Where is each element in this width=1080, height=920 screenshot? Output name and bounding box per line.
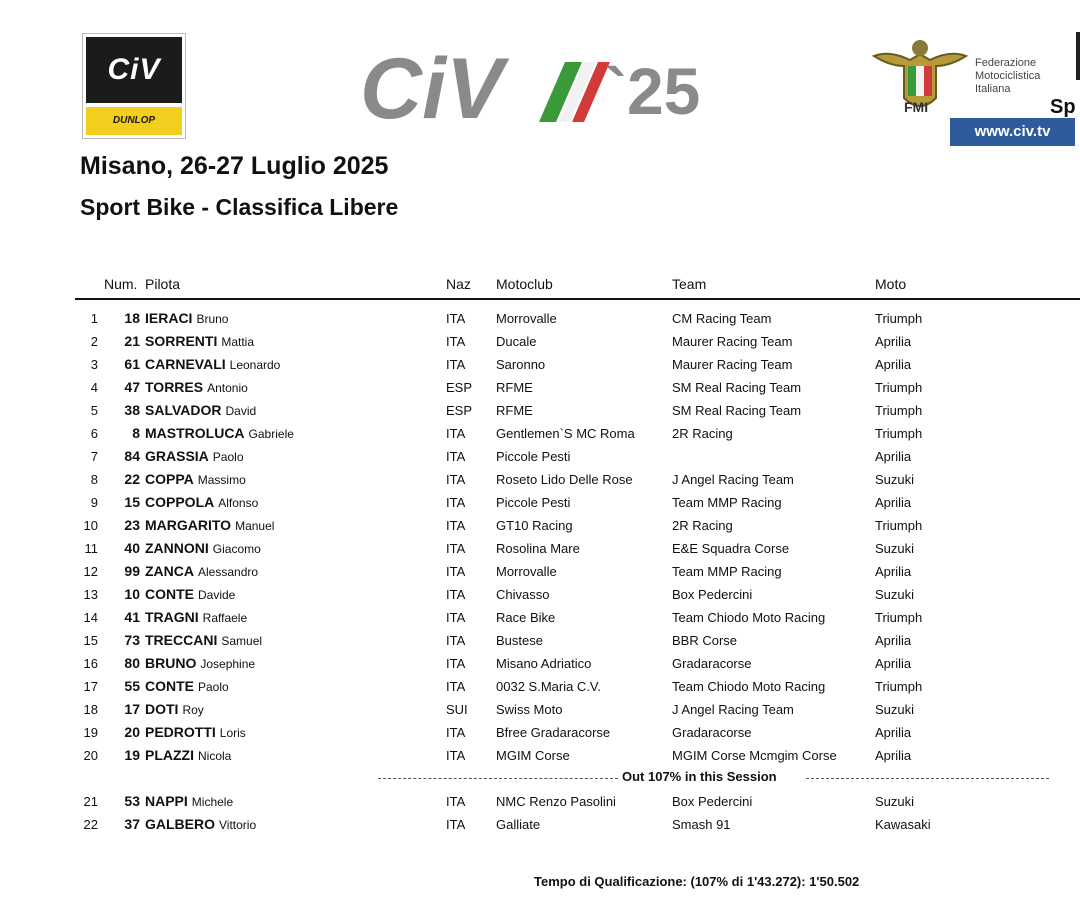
- nationality-cell: ITA: [446, 311, 466, 326]
- fmi-name: [975, 57, 1065, 96]
- team-cell: Gradaracorse: [672, 656, 752, 671]
- pilot-surname: GRASSIA: [145, 448, 209, 464]
- nationality-cell: ITA: [446, 633, 466, 648]
- motoclub-cell: Roseto Lido Delle Rose: [496, 472, 633, 487]
- moto-cell: Kawasaki: [875, 817, 931, 832]
- table-row: [0, 399, 1080, 422]
- pilot-firstname: Roy: [182, 703, 204, 717]
- table-row: [0, 721, 1080, 744]
- position-cell: 15: [83, 633, 98, 648]
- position-cell: 10: [83, 518, 98, 533]
- pilot-cell: [145, 675, 229, 699]
- pilot-surname: SORRENTI: [145, 333, 218, 349]
- table-row: [0, 468, 1080, 491]
- header-divider: [1076, 32, 1080, 80]
- number-cell: 37: [124, 816, 140, 832]
- moto-cell: Triumph: [875, 610, 923, 625]
- number-cell: 8: [132, 425, 140, 441]
- pilot-firstname: Manuel: [235, 519, 275, 533]
- pilot-surname: CONTE: [145, 678, 194, 694]
- col-header-moto: Moto: [875, 276, 907, 292]
- number-cell: 23: [124, 517, 140, 533]
- position-cell: 21: [83, 794, 98, 809]
- nationality-cell: ESP: [446, 403, 473, 418]
- table-row: [0, 422, 1080, 445]
- table-row: [0, 445, 1080, 468]
- pilot-surname: CONTE: [145, 586, 194, 602]
- number-cell: 84: [124, 448, 140, 464]
- col-header-pilota: Pilota: [145, 276, 181, 292]
- pilot-cell: [145, 330, 254, 354]
- position-cell: 6: [90, 426, 98, 441]
- moto-cell: Aprilia: [875, 449, 912, 464]
- position-cell: 18: [83, 702, 98, 717]
- svg-text:FMI: FMI: [904, 99, 929, 115]
- nationality-cell: ITA: [446, 656, 466, 671]
- number-cell: 17: [124, 701, 140, 717]
- position-cell: 5: [90, 403, 98, 418]
- moto-cell: Aprilia: [875, 357, 912, 372]
- position-cell: 14: [83, 610, 98, 625]
- pilot-cell: [145, 560, 258, 584]
- pilot-firstname: Alessandro: [198, 565, 259, 579]
- pilot-cell: [145, 514, 274, 538]
- col-header-num: Num.: [104, 276, 138, 292]
- motoclub-cell: Morrovalle: [496, 311, 557, 326]
- nationality-cell: ITA: [446, 725, 466, 740]
- pilot-surname: ZANCA: [145, 563, 194, 579]
- pilot-firstname: Michele: [191, 795, 234, 809]
- moto-cell: Suzuki: [875, 472, 915, 487]
- pilot-cell: [145, 445, 244, 469]
- pilot-cell: [145, 491, 258, 515]
- pilot-cell: [145, 629, 262, 653]
- moto-cell: Triumph: [875, 518, 923, 533]
- pilot-cell: [145, 307, 228, 331]
- pilot-cell: [145, 813, 256, 837]
- fmi-line-3: Italiana: [975, 83, 1011, 95]
- number-cell: 80: [124, 655, 140, 671]
- motoclub-cell: Piccole Pesti: [496, 495, 571, 510]
- position-cell: 12: [83, 564, 98, 579]
- pilot-surname: MARGARITO: [145, 517, 232, 533]
- position-cell: 7: [90, 449, 98, 464]
- pilot-firstname: Mattia: [221, 335, 255, 349]
- pilot-firstname: Josephine: [200, 657, 256, 671]
- nationality-cell: ITA: [446, 794, 466, 809]
- motoclub-cell: Bfree Gradaracorse: [496, 725, 611, 740]
- table-row: [0, 629, 1080, 652]
- pilot-firstname: Loris: [219, 726, 246, 740]
- pilot-cell: [145, 537, 261, 561]
- pilot-surname: COPPOLA: [145, 494, 215, 510]
- motoclub-cell: Ducale: [496, 334, 537, 349]
- nationality-cell: ESP: [446, 380, 473, 395]
- motoclub-cell: Race Bike: [496, 610, 556, 625]
- team-cell: Team MMP Racing: [672, 564, 782, 579]
- number-cell: 19: [124, 747, 140, 763]
- team-cell: Team MMP Racing: [672, 495, 782, 510]
- team-cell: E&E Squadra Corse: [672, 541, 790, 556]
- number-cell: 47: [124, 379, 140, 395]
- pilot-firstname: Paolo: [198, 680, 229, 694]
- pilot-firstname: Alfonso: [218, 496, 259, 510]
- number-cell: 15: [124, 494, 140, 510]
- table-row: [0, 583, 1080, 606]
- team-cell: Team Chiodo Moto Racing: [672, 679, 826, 694]
- pilot-cell: [145, 606, 247, 630]
- table-row: [0, 606, 1080, 629]
- nationality-cell: ITA: [446, 357, 466, 372]
- table-row: [0, 790, 1080, 813]
- motoclub-cell: Galliate: [496, 817, 541, 832]
- table-row: [0, 307, 1080, 330]
- motoclub-cell: Misano Adriatico: [496, 656, 592, 671]
- header-rule: [75, 298, 1080, 300]
- pilot-surname: TORRES: [145, 379, 204, 395]
- moto-cell: Aprilia: [875, 656, 912, 671]
- pilot-cell: [145, 422, 294, 446]
- number-cell: 55: [124, 678, 140, 694]
- team-cell: SM Real Racing Team: [672, 380, 802, 395]
- motoclub-cell: Morrovalle: [496, 564, 557, 579]
- team-cell: Gradaracorse: [672, 725, 752, 740]
- number-cell: 61: [124, 356, 140, 372]
- position-cell: 3: [90, 357, 98, 372]
- pilot-surname: PEDROTTI: [145, 724, 216, 740]
- number-cell: 10: [124, 586, 140, 602]
- number-cell: 99: [124, 563, 140, 579]
- team-cell: SM Real Racing Team: [672, 403, 802, 418]
- pilot-firstname: Samuel: [221, 634, 263, 648]
- team-cell: Team Chiodo Moto Racing: [672, 610, 826, 625]
- pilot-cell: [145, 353, 280, 377]
- pilot-surname: IERACI: [145, 310, 193, 326]
- fmi-line-2: Motociclistica: [975, 70, 1041, 82]
- pilot-surname: CARNEVALI: [145, 356, 226, 372]
- pilot-cell: [145, 468, 246, 492]
- pilot-surname: TRAGNI: [145, 609, 199, 625]
- site-link[interactable]: www.civ.tv: [950, 118, 1075, 146]
- sp-text: Sp: [1050, 96, 1076, 118]
- pilot-firstname: Vittorio: [219, 818, 257, 832]
- moto-cell: Triumph: [875, 380, 923, 395]
- pilot-firstname: Bruno: [196, 312, 229, 326]
- pilot-firstname: Giacomo: [212, 542, 261, 556]
- number-cell: 18: [124, 310, 140, 326]
- motoclub-cell: Saronno: [496, 357, 546, 372]
- number-cell: 40: [124, 540, 140, 556]
- team-cell: BBR Corse: [672, 633, 738, 648]
- motoclub-cell: NMC Renzo Pasolini: [496, 794, 616, 809]
- motoclub-cell: 0032 S.Maria C.V.: [496, 679, 602, 694]
- position-cell: 19: [83, 725, 98, 740]
- pilot-firstname: Paolo: [212, 450, 244, 464]
- nationality-cell: ITA: [446, 472, 466, 487]
- nationality-cell: ITA: [446, 587, 466, 602]
- dunlop-label: DUNLOP: [86, 107, 182, 135]
- civ25-logo: [360, 50, 740, 130]
- pilot-surname: TRECCANI: [145, 632, 218, 648]
- team-cell: CM Racing Team: [672, 311, 772, 326]
- nationality-cell: SUI: [446, 702, 468, 717]
- nationality-cell: ITA: [446, 334, 466, 349]
- col-header-naz: Naz: [446, 276, 471, 292]
- nationality-cell: ITA: [446, 426, 466, 441]
- nationality-cell: ITA: [446, 817, 466, 832]
- position-cell: 22: [83, 817, 98, 832]
- table-row: [0, 675, 1080, 698]
- position-cell: 2: [90, 334, 98, 349]
- civ-logo-text: CiV: [360, 50, 504, 130]
- pilot-surname: DOTI: [145, 701, 179, 717]
- pilot-firstname: Antonio: [207, 381, 248, 395]
- moto-cell: Suzuki: [875, 702, 915, 717]
- table-row: [0, 376, 1080, 399]
- table-row: [0, 744, 1080, 767]
- pilot-surname: NAPPI: [145, 793, 188, 809]
- position-cell: 1: [90, 311, 98, 326]
- col-header-motoclub: Motoclub: [496, 276, 553, 292]
- fmi-logo: [870, 36, 970, 118]
- number-cell: 21: [124, 333, 140, 349]
- pilot-cell: [145, 721, 246, 745]
- motoclub-cell: Rosolina Mare: [496, 541, 580, 556]
- number-cell: 38: [124, 402, 140, 418]
- event-subtitle: Sport Bike - Classifica Libere: [80, 194, 399, 220]
- pilot-cell: [145, 376, 248, 400]
- pilot-firstname: Massimo: [197, 473, 246, 487]
- moto-cell: Suzuki: [875, 541, 915, 556]
- pilot-surname: GALBERO: [145, 816, 215, 832]
- table-row: [0, 514, 1080, 537]
- civ-logo-year: `25: [605, 54, 701, 128]
- table-row: [0, 560, 1080, 583]
- position-cell: 17: [83, 679, 98, 694]
- team-cell: 2R Racing: [672, 426, 733, 441]
- motoclub-cell: Gentlemen`S MC Roma: [496, 426, 635, 441]
- team-cell: Smash 91: [672, 817, 731, 832]
- moto-cell: Aprilia: [875, 334, 912, 349]
- civ-box-text: CiV: [86, 37, 182, 103]
- pilot-surname: ZANNONI: [145, 540, 209, 556]
- event-title: Misano, 26-27 Luglio 2025: [80, 152, 389, 180]
- position-cell: 9: [90, 495, 98, 510]
- number-cell: 20: [124, 724, 140, 740]
- moto-cell: Aprilia: [875, 495, 912, 510]
- moto-cell: Aprilia: [875, 748, 912, 763]
- nationality-cell: ITA: [446, 610, 466, 625]
- team-cell: J Angel Racing Team: [672, 472, 794, 487]
- table-row: [0, 652, 1080, 675]
- motoclub-cell: RFME: [496, 403, 533, 418]
- position-cell: 11: [84, 541, 98, 556]
- team-cell: J Angel Racing Team: [672, 702, 794, 717]
- motoclub-cell: RFME: [496, 380, 533, 395]
- nationality-cell: ITA: [446, 679, 466, 694]
- pilot-surname: SALVADOR: [145, 402, 222, 418]
- fmi-line-1: Federazione: [975, 57, 1037, 69]
- position-cell: 8: [90, 472, 98, 487]
- motoclub-cell: Chivasso: [496, 587, 550, 602]
- moto-cell: Triumph: [875, 311, 923, 326]
- pilot-cell: [145, 790, 233, 814]
- pilot-cell: [145, 652, 255, 676]
- pilot-firstname: Leonardo: [229, 358, 281, 372]
- moto-cell: Suzuki: [875, 587, 915, 602]
- team-cell: Maurer Racing Team: [672, 357, 793, 372]
- pilot-cell: [145, 744, 231, 768]
- table-row: [0, 353, 1080, 376]
- pilot-cell: [145, 698, 204, 722]
- motoclub-cell: MGIM Corse: [496, 748, 570, 763]
- nationality-cell: ITA: [446, 495, 466, 510]
- table-row: [0, 698, 1080, 721]
- col-header-team: Team: [672, 276, 707, 292]
- moto-cell: Triumph: [875, 679, 923, 694]
- team-cell: Maurer Racing Team: [672, 334, 793, 349]
- number-cell: 22: [124, 471, 140, 487]
- pilot-surname: MASTROLUCA: [145, 425, 245, 441]
- table-row: [0, 330, 1080, 353]
- motoclub-cell: GT10 Racing: [496, 518, 573, 533]
- pilot-firstname: Davide: [198, 588, 236, 602]
- position-cell: 13: [83, 587, 98, 602]
- nationality-cell: ITA: [446, 449, 466, 464]
- team-cell: MGIM Corse Mcmgim Corse: [672, 748, 837, 763]
- nationality-cell: ITA: [446, 541, 466, 556]
- motoclub-cell: Bustese: [496, 633, 543, 648]
- position-cell: 20: [83, 748, 98, 763]
- moto-cell: Aprilia: [875, 725, 912, 740]
- number-cell: 53: [124, 793, 140, 809]
- separator-dash-right: [806, 778, 1049, 779]
- table-row: [0, 813, 1080, 836]
- motoclub-cell: Swiss Moto: [496, 702, 563, 717]
- table-row: [0, 491, 1080, 514]
- pilot-cell: [145, 399, 256, 423]
- position-cell: 4: [90, 380, 98, 395]
- moto-cell: Triumph: [875, 403, 923, 418]
- separator-dash-left: [378, 778, 618, 779]
- pilot-surname: BRUNO: [145, 655, 197, 671]
- moto-cell: Aprilia: [875, 564, 912, 579]
- nationality-cell: ITA: [446, 518, 466, 533]
- civ-dunlop-logo: [82, 33, 186, 139]
- moto-cell: Aprilia: [875, 633, 912, 648]
- pilot-firstname: Gabriele: [248, 427, 294, 441]
- number-cell: 41: [124, 609, 140, 625]
- pilot-firstname: David: [225, 404, 257, 418]
- pilot-firstname: Nicola: [198, 749, 232, 763]
- qualification-time: Tempo di Qualificazione: (107% di 1'43.272): 1'50.502: [534, 874, 860, 889]
- team-cell: Box Pedercini: [672, 587, 753, 602]
- position-cell: 16: [83, 656, 98, 671]
- moto-cell: Suzuki: [875, 794, 915, 809]
- pilot-cell: [145, 583, 235, 607]
- number-cell: 73: [124, 632, 140, 648]
- pilot-surname: COPPA: [145, 471, 194, 487]
- nationality-cell: ITA: [446, 748, 466, 763]
- nationality-cell: ITA: [446, 564, 466, 579]
- motoclub-cell: Piccole Pesti: [496, 449, 571, 464]
- pilot-surname: PLAZZI: [145, 747, 194, 763]
- separator-label: Out 107% in this Session: [622, 769, 777, 784]
- table-row: [0, 537, 1080, 560]
- team-cell: Box Pedercini: [672, 794, 753, 809]
- pilot-firstname: Raffaele: [202, 611, 248, 625]
- team-cell: 2R Racing: [672, 518, 733, 533]
- moto-cell: Triumph: [875, 426, 923, 441]
